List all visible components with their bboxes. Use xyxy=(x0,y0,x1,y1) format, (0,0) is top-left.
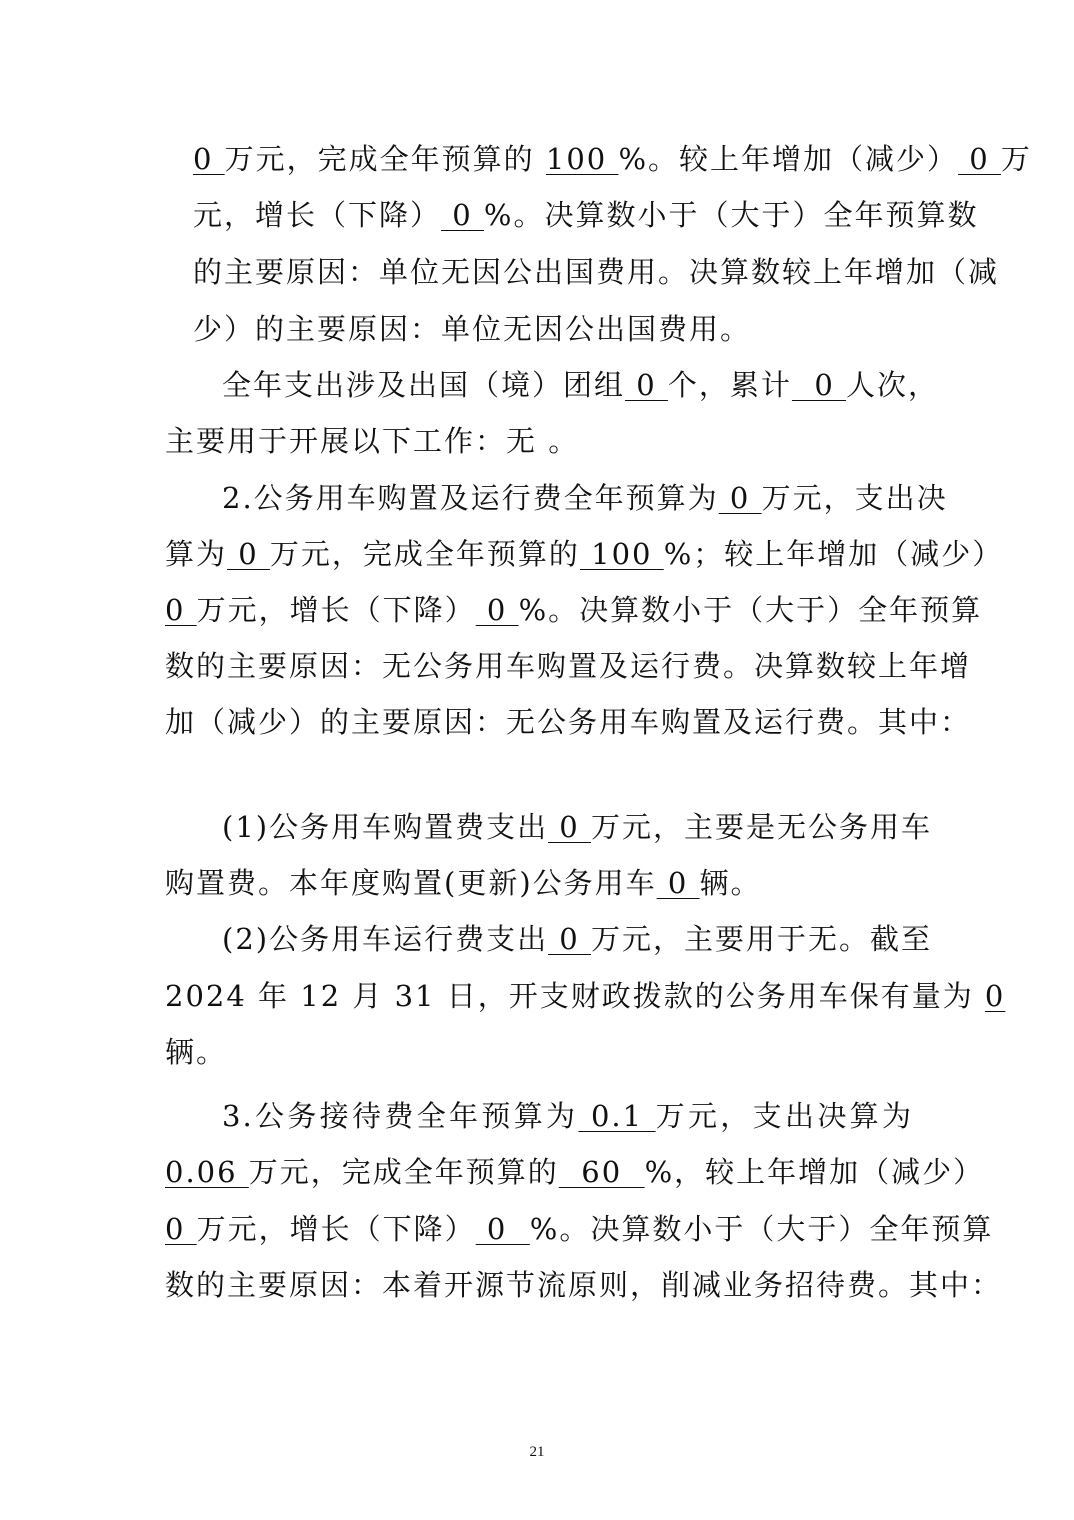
page-number: 21 xyxy=(529,1444,545,1460)
text-line: 数的主要原因：无公务用车购置及运行费。决算数较上年增 xyxy=(165,649,972,683)
text-line: 数的主要原因：本着开源节流原则，削减业务招待费。其中： xyxy=(165,1268,1003,1302)
text-line: 0 万元，增长（下降） 0 %。决算数小于（大于）全年预算 xyxy=(165,593,983,627)
text-line: 2.公务用车购置及运行费全年预算为 0 万元，支出决 xyxy=(222,481,948,515)
text-line: 辆。 xyxy=(165,1035,228,1069)
text-line: 算为 0 万元，完成全年预算的 100 %；较上年增加（减少） xyxy=(165,537,1004,571)
text-line: 全年支出涉及出国（境）团组 0 个，累计 0 人次， xyxy=(222,368,940,402)
text-line: (1)公务用车购置费支出 0 万元，主要是无公务用车 xyxy=(222,810,932,844)
text-line: 少）的主要原因：单位无因公出国费用。 xyxy=(193,312,752,346)
text-line: 0 万元，完成全年预算的 100 %。较上年增加（减少） 0 万 xyxy=(193,142,1032,176)
text-line: 0 万元，增长（下降） 0 %。决算数小于（大于）全年预算 xyxy=(165,1212,994,1246)
text-line: 2024 年 12 月 31 日，开支财政拨款的公务用车保有量为 0 xyxy=(165,979,1006,1013)
text-line: 购置费。本年度购置(更新)公务用车 0 辆。 xyxy=(165,866,762,900)
text-line: 元，增长（下降） 0 %。决算数小于（大于）全年预算数 xyxy=(193,198,979,232)
text-line: 3.公务接待费全年预算为 0.1 万元，支出决算为 xyxy=(222,1099,913,1133)
text-line: 的主要原因：单位无因公出国费用。决算数较上年增加（减 xyxy=(193,255,1000,289)
text-line: (2)公务用车运行费支出 0 万元，主要用于无。截至 xyxy=(222,922,932,956)
text-line: 主要用于开展以下工作：无 。 xyxy=(165,424,580,458)
text-line: 加（减少）的主要原因：无公务用车购置及运行费。其中： xyxy=(165,705,972,739)
text-line: 0.06 万元，完成全年预算的 60 %，较上年增加（减少） xyxy=(165,1155,985,1189)
